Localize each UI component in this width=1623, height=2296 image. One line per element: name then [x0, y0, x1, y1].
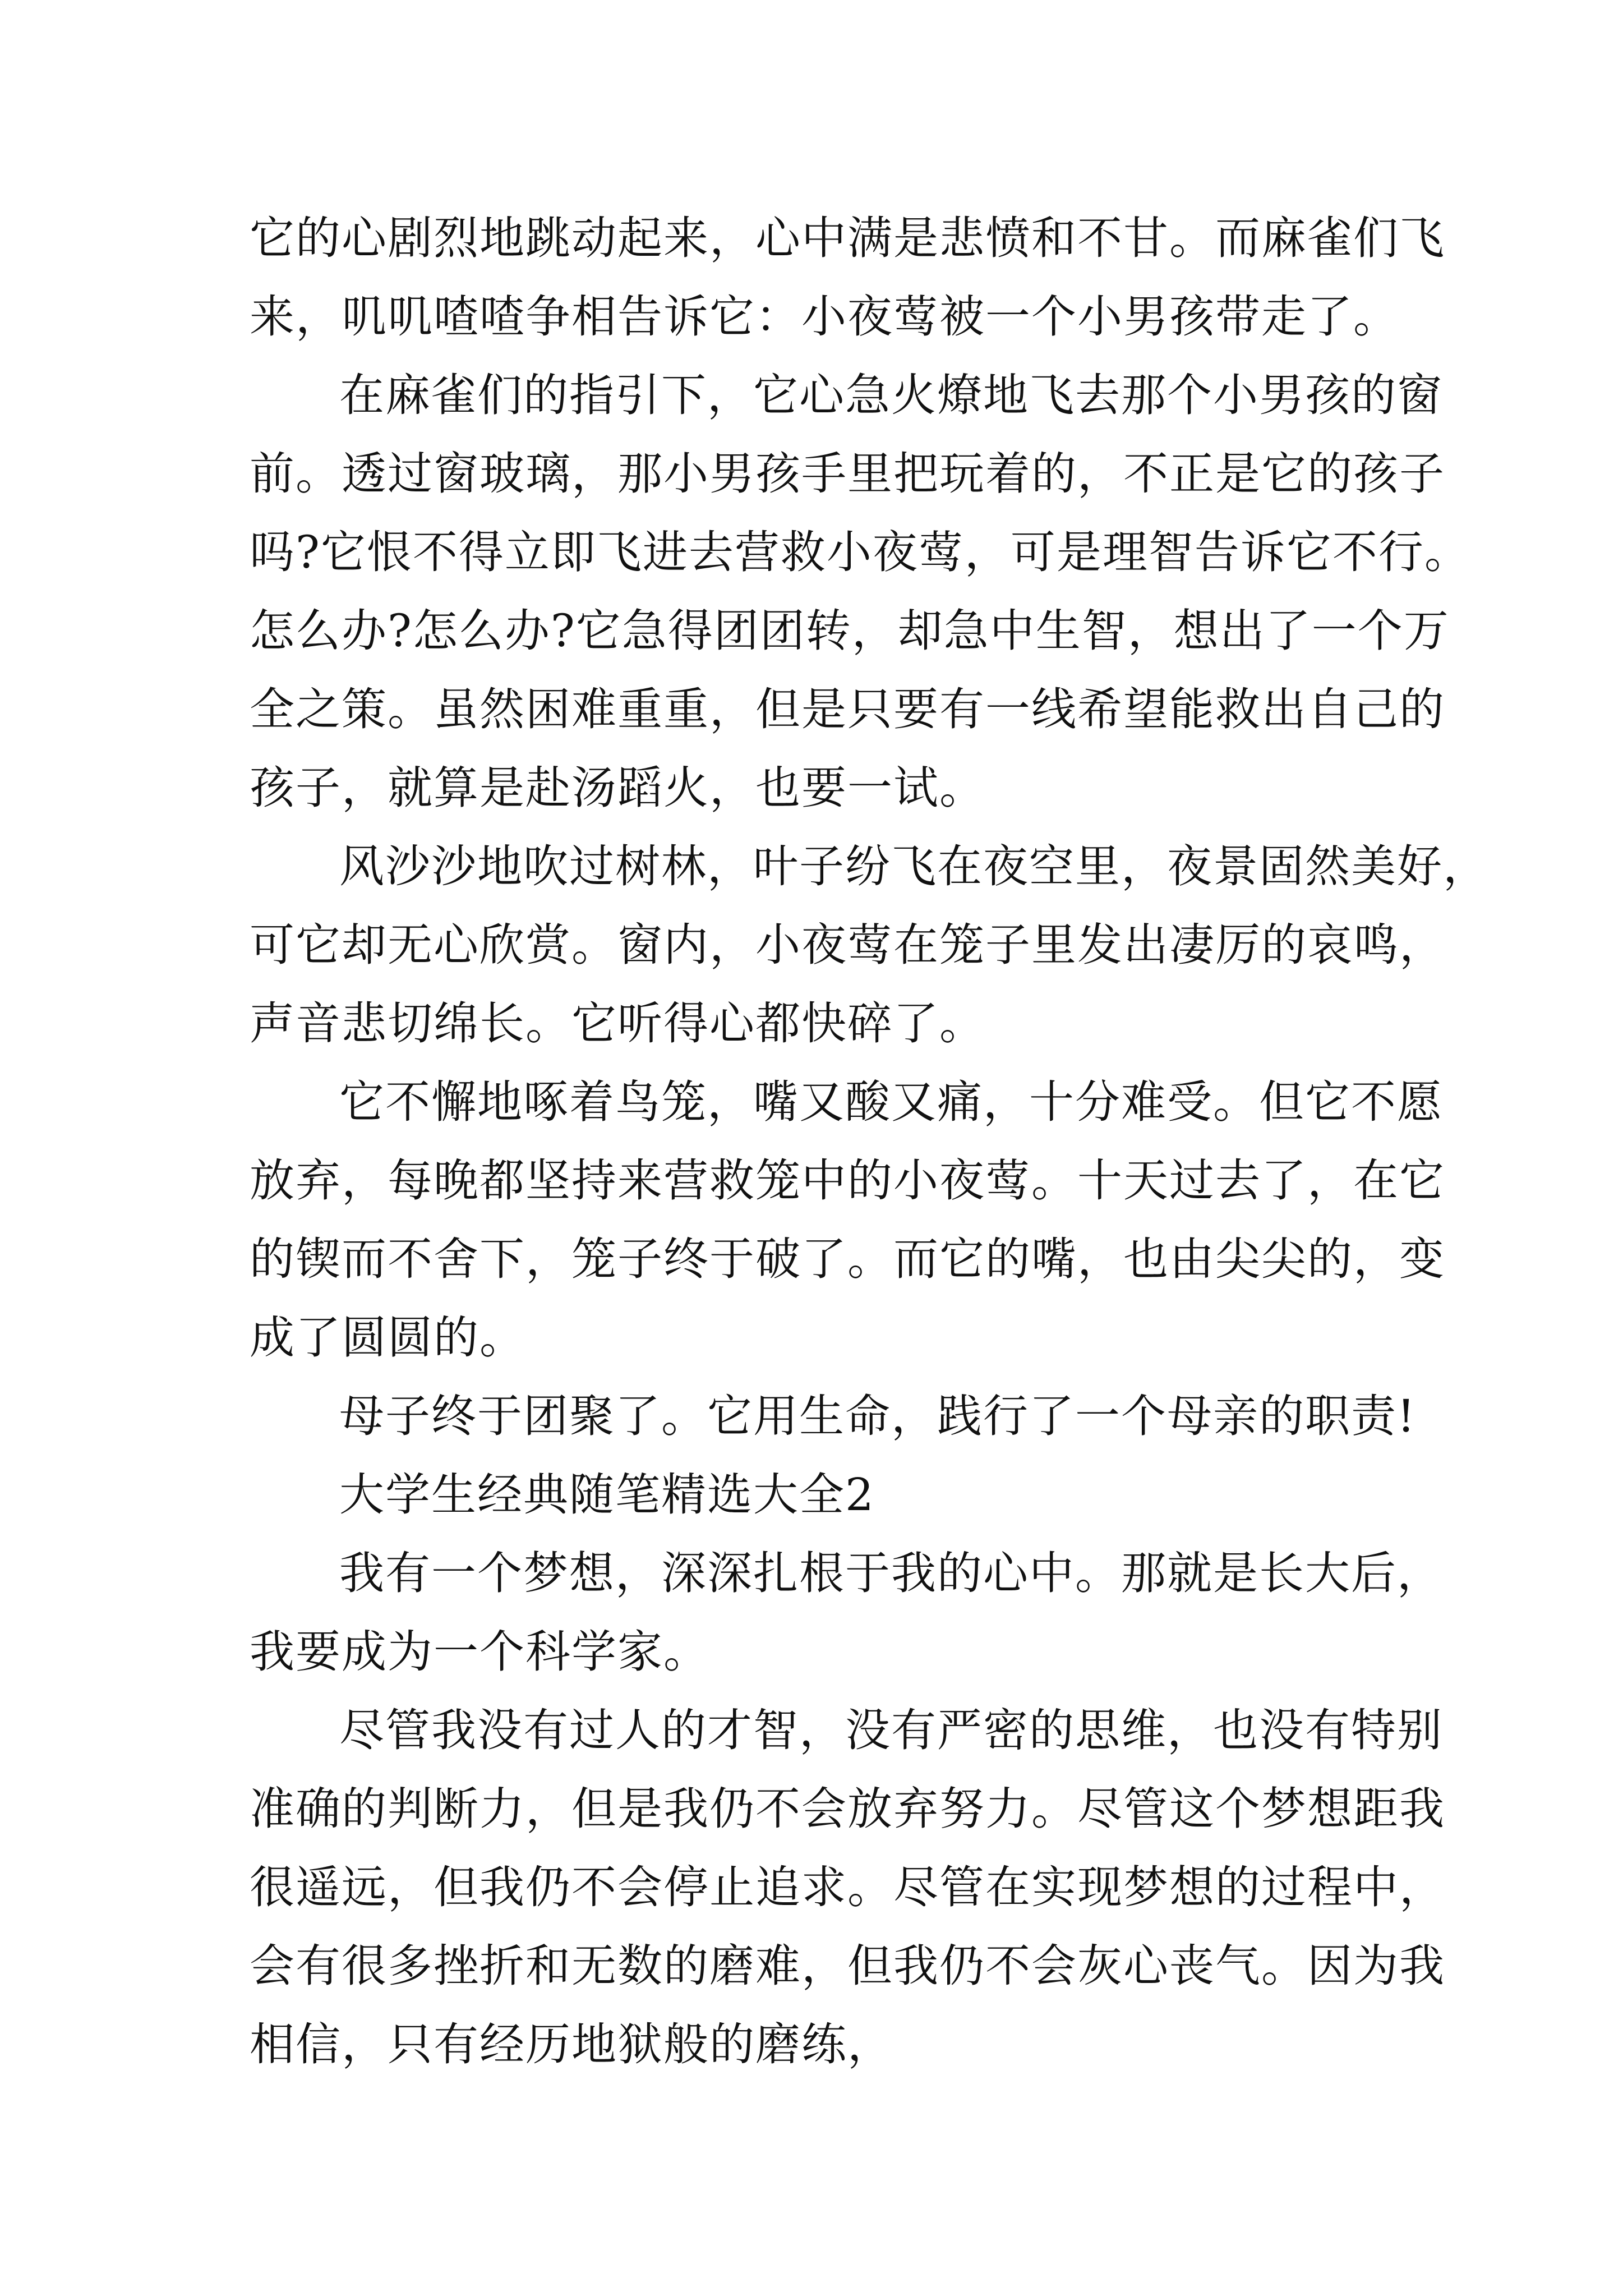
text-line: 成了圆圆的。	[250, 1312, 525, 1364]
text-line: 放弃，每晚都坚持来营救笼中的小夜莺。十天过去了，在它	[250, 1154, 1445, 1207]
text-line: 风沙沙地吹过树林，叶子纷飞在夜空里，夜景固然美好，	[339, 840, 1489, 892]
text-line: 很遥远，但我仍不会停止追求。尽管在实现梦想的过程中，	[250, 1861, 1445, 1913]
text-line: 孩子，就算是赴汤蹈火，也要一试。	[250, 762, 985, 814]
text-line: 大学生经典随笔精选大全2	[339, 1469, 875, 1521]
text-line: 我有一个梦想，深深扎根于我的心中。那就是长大后，	[339, 1547, 1443, 1599]
text-line: 我要成为一个科学家。	[250, 1626, 709, 1678]
text-line: 来，叽叽喳喳争相告诉它：小夜莺被一个小男孩带走了。	[250, 291, 1399, 343]
text-line: 母子终于团聚了。它用生命，践行了一个母亲的职责!	[339, 1390, 1417, 1442]
document-body	[250, 199, 1489, 2084]
text-line: 会有很多挫折和无数的磨难，但我仍不会灰心丧气。因为我	[250, 1940, 1445, 1992]
text-line: 吗?它恨不得立即飞进去营救小夜莺，可是理智告诉它不行。	[250, 526, 1470, 578]
text-line: 前。透过窗玻璃，那小男孩手里把玩着的，不正是它的孩子	[250, 448, 1445, 500]
text-line: 的锲而不舍下，笼子终于破了。而它的嘴，也由尖尖的，变	[250, 1233, 1445, 1285]
text-line: 它的心剧烈地跳动起来，心中满是悲愤和不甘。而麻雀们飞	[250, 212, 1445, 264]
text-line: 相信，只有经历地狱般的磨练，	[250, 2018, 893, 2070]
text-line: 声音悲切绵长。它听得心都快碎了。	[250, 997, 985, 1050]
text-line: 它不懈地啄着鸟笼，嘴又酸又痛，十分难受。但它不愿	[339, 1076, 1443, 1128]
text-line: 可它却无心欣赏。窗内，小夜莺在笼子里发出凄厉的哀鸣，	[250, 919, 1445, 971]
text-line: 准确的判断力，但是我仍不会放弃努力。尽管这个梦想距我	[250, 1783, 1445, 1835]
text-line: 怎么办?怎么办?它急得团团转，却急中生智，想出了一个万	[250, 605, 1450, 657]
text-line: 尽管我没有过人的才智，没有严密的思维，也没有特别	[339, 1704, 1443, 1756]
text-line: 在麻雀们的指引下，它心急火燎地飞去那个小男孩的窗	[339, 369, 1443, 421]
text-line: 全之策。虽然困难重重，但是只要有一线希望能救出自己的	[250, 683, 1445, 735]
